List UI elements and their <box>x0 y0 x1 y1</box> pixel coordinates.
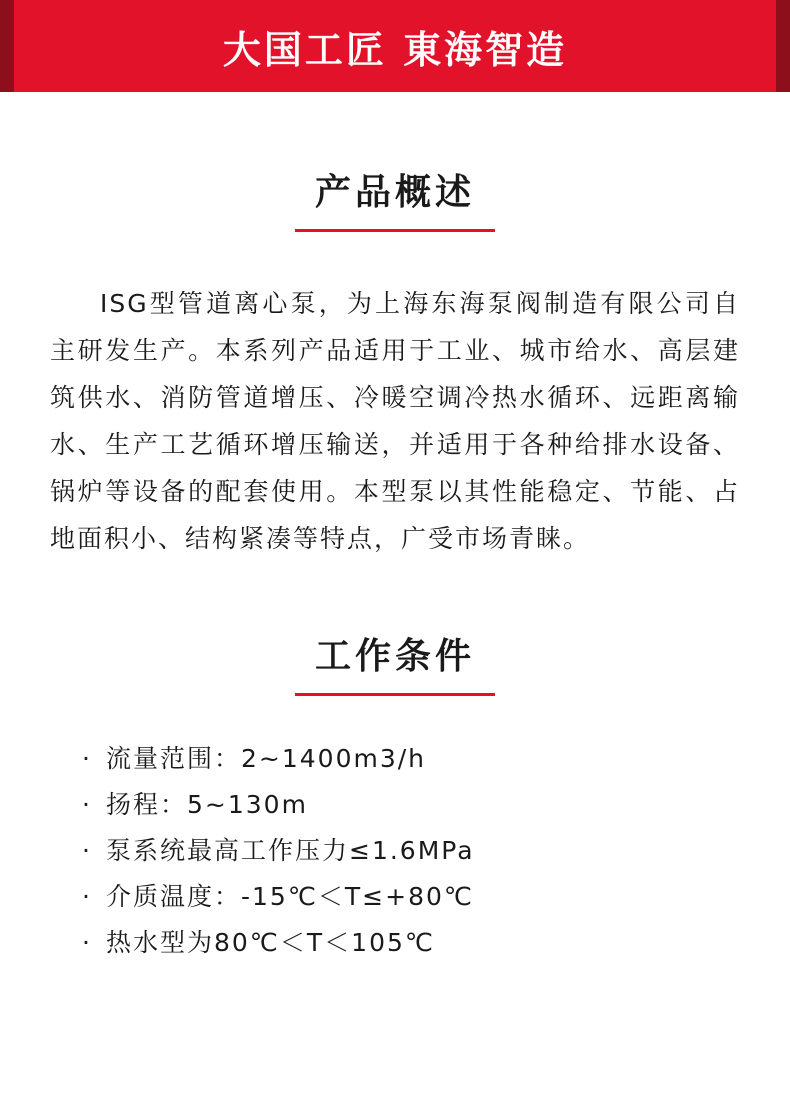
list-item <box>80 736 750 782</box>
list-bullet-icon: · <box>82 744 92 773</box>
working-conditions-list <box>40 736 750 966</box>
working-conditions-underline <box>295 693 495 696</box>
list-bullet-icon: · <box>82 928 92 957</box>
banner-title: 大国工匠 東海智造 <box>222 27 568 72</box>
list-bullet-icon: · <box>82 836 92 865</box>
list-item-label: 介质温度：-15℃＜T≤+80℃ <box>106 882 474 911</box>
list-item <box>80 920 750 966</box>
product-overview-paragraph: ISG型管道离心泵，为上海东海泵阀制造有限公司自主研发生产。本系列产品适用于工业、城市给水、高层建筑供水、消防管道增压、冷暖空调冷热水循环、远距离输水、生产工艺循环增压输送，并适用于各种给排水设备、锅炉等设备的配套使用。本型泵以其性能稳定、节能、占地面积小、结构紧凑等特点，广受市场青睐。 <box>50 289 740 553</box>
list-item-label: 扬程：5~130m <box>106 790 308 819</box>
banner-accent-left <box>0 0 14 92</box>
product-overview-heading-block <box>40 164 750 232</box>
product-overview-heading: 产品概述 <box>314 172 475 213</box>
page-content <box>0 164 790 966</box>
list-item <box>80 782 750 828</box>
banner-accent-right <box>776 0 790 92</box>
list-item <box>80 828 750 874</box>
list-item-label: 泵系统最高工作压力≤1.6MPa <box>106 836 475 865</box>
top-banner <box>0 0 790 92</box>
list-item <box>80 874 750 920</box>
product-overview-underline <box>295 229 495 232</box>
list-item-label: 流量范围：2~1400m3/h <box>106 744 427 773</box>
list-bullet-icon: · <box>82 790 92 819</box>
list-bullet-icon: · <box>82 882 92 911</box>
list-item-label: 热水型为80℃＜T＜105℃ <box>106 928 435 957</box>
working-conditions-heading-block <box>40 628 750 696</box>
working-conditions-heading: 工作条件 <box>314 636 475 677</box>
